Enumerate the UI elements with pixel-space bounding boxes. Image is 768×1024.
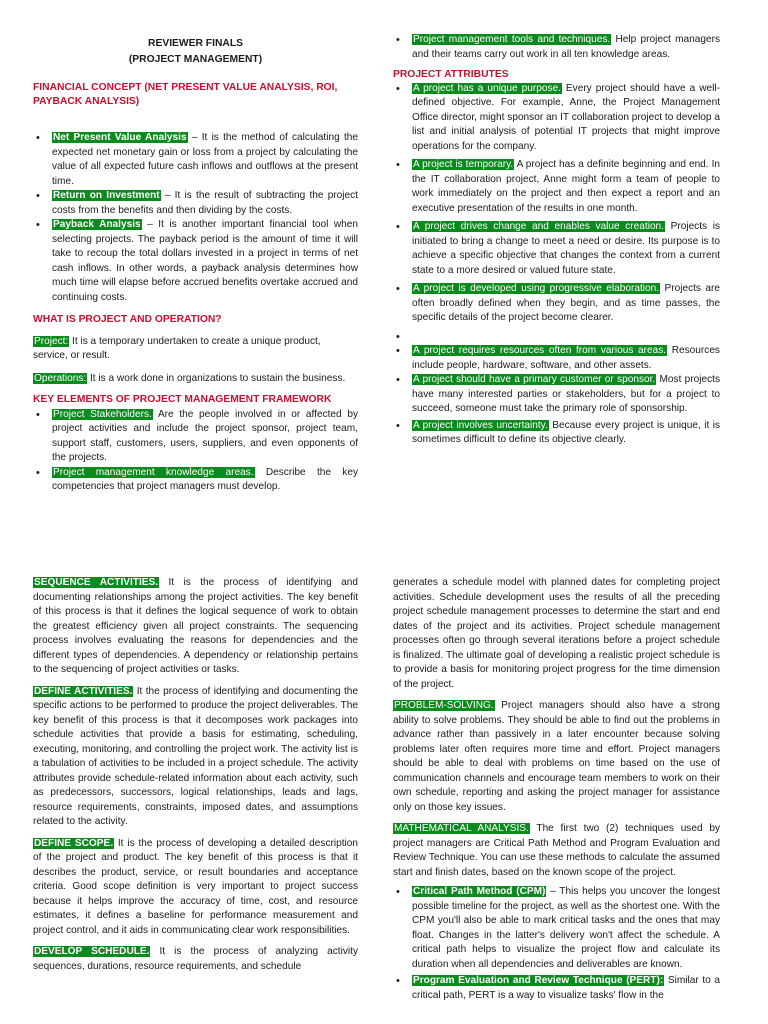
list-item bbox=[393, 158, 720, 216]
item-text: Describe the key competencies that project managers must develop. bbox=[52, 466, 359, 492]
item-text: Because every project is unique, it is sometimes difficult to define its objective clearly. bbox=[412, 419, 721, 445]
term-highlight: A project is temporary. bbox=[413, 159, 514, 170]
item-text: – This helps you uncover the longest possible timeline for the project, as well as the shortest one. With the CPM you'll also be able to mark critical tasks and the ones that may float. Changes in the latter's delivery won't affect the schedule. A critical path helps to visualize the project flow and calculate its duration when all dependencies and deliverables are known. bbox=[412, 886, 720, 970]
term-highlight: MATHEMATICAL ANALYSIS. bbox=[394, 823, 529, 834]
item-text: It the process of identifying and documenting the specific actions to be performed to produce the project deliverables. The key benefit of this process is that it decomposes work packages into schedule activities that provide a basis for estimating, scheduling, executing, monitoring, and controlling the project work. The activity list is a tabulation of activities to be included in a project schedule. The activity attributes provide schedule-related information about each activity, such as predecessors, successors, logical relationships, leads and lags, resource requirements, constraints, imposed dates, and assumptions related to the activity. bbox=[33, 685, 358, 827]
term-highlight: Net Present Value Analysis bbox=[53, 132, 187, 143]
list-item bbox=[393, 373, 720, 417]
item-text: Resources include people, hardware, software, and other assets. bbox=[412, 345, 720, 371]
list-item bbox=[393, 344, 720, 373]
list-item bbox=[393, 974, 720, 1003]
page2-right-column bbox=[393, 576, 720, 1003]
list-item bbox=[393, 885, 720, 972]
item-text: – It is the method of calculating the expected net monetary gain or loss from a project by calculating the value of all expected future cash inflows and outflows at the present time. bbox=[52, 132, 358, 187]
term-highlight: SEQUENCE ACTIVITIES. bbox=[34, 577, 159, 588]
term-highlight: Project: bbox=[34, 335, 69, 347]
item-text: Project managers should also have a strong ability to solve problems. They should be able to find out the problems in advance rather than passively in a later encounter because solving problems later often requires more time and effort. Project managers should be able to deal with problems on time based on the use of communication channels and encourage team members to work on their own schedule, reporting and asking the project manager for assistance only on those key issues. bbox=[393, 700, 720, 813]
term-highlight: Payback Analysis bbox=[53, 219, 141, 230]
item-text: It is the process of developing a detailed description of the project and product. The key benefit of this process is that it describes the product, service, or result boundaries and acceptance criteria. Good scope definition is very important to project success because it helps improve the accuracy of time, cost, and resource estimates, it defines a baseline for performance measurement and project control, and it aids in communicating clear work responsibilities. bbox=[33, 837, 358, 936]
item-text: It is a work done in organizations to sustain the business. bbox=[87, 372, 346, 384]
term-highlight: Project management tools and techniques. bbox=[413, 34, 611, 45]
list-item bbox=[393, 33, 720, 62]
attributes-heading: PROJECT ATTRIBUTES bbox=[393, 69, 509, 80]
item-text: Help project managers and their teams carry out work in all ten knowledge areas. bbox=[412, 34, 721, 60]
list-item bbox=[33, 131, 358, 189]
page1-right-column bbox=[393, 33, 720, 448]
item-text: – It is another important financial tool when selecting projects. The payback period is the amount of time it will take to recoup the total dollars invested in a project in terms of net cash inflows. In other words, a payback analysis determines how much time will elapse before accrued benefits overtake accrued and continuing costs. bbox=[52, 219, 358, 303]
key-elements-list bbox=[33, 408, 358, 495]
techniques-list bbox=[393, 885, 720, 1003]
page1-left-column bbox=[33, 36, 358, 495]
item-text: It is the process of identifying and documenting relationships among the project activities. The key benefit of this process is that it defines the logical sequence of work to obtain the greatest efficiency given all project constraints. The sequencing process involves evaluating the reasons for dependencies and the different types of dependencies. A dependency or relationship pertains to the sequencing of project activities or tasks. bbox=[33, 577, 358, 675]
problem-solving-paragraph bbox=[393, 699, 720, 815]
project-definition bbox=[33, 335, 358, 364]
term-highlight: DEFINE ACTIVITIES. bbox=[34, 685, 133, 697]
item-text: Projects are often broadly defined when they begin, and as time passes, the specific details of the project become clearer. bbox=[412, 283, 720, 323]
page2-left-column bbox=[33, 576, 358, 974]
list-item bbox=[33, 218, 358, 305]
term-highlight: Program Evaluation and Review Technique (PERT): bbox=[413, 975, 664, 986]
term-highlight: A project has a unique purpose. bbox=[413, 82, 561, 94]
title-block bbox=[33, 36, 358, 68]
list-item bbox=[33, 189, 358, 218]
term-highlight: DEVELOP SCHEDULE. bbox=[34, 946, 150, 957]
term-highlight: DEFINE SCOPE. bbox=[34, 837, 114, 849]
develop-schedule-paragraph bbox=[33, 945, 358, 974]
define-scope-paragraph bbox=[33, 837, 358, 939]
item-text: A project has a definite beginning and end. In the IT collaboration project, Anne might form a team of people to work immediately on the project and then expect a report and an executive presentation of the results in one month. bbox=[412, 159, 720, 214]
operations-definition bbox=[33, 372, 358, 387]
key-elements-heading: KEY ELEMENTS OF PROJECT MANAGEMENT FRAMEWORK bbox=[33, 394, 332, 405]
attributes-list bbox=[393, 82, 720, 448]
mathematical-analysis-paragraph bbox=[393, 822, 720, 880]
document-subtitle: (PROJECT MANAGEMENT) bbox=[128, 54, 263, 65]
term-highlight: Critical Path Method (CPM) bbox=[413, 886, 546, 897]
item-text: It is the process of analyzing activity sequences, durations, resource requirements, and schedule bbox=[33, 946, 358, 972]
list-item bbox=[393, 282, 720, 326]
term-highlight: A project drives change and enables value creation. bbox=[413, 221, 664, 232]
item-text: – It is the result of subtracting the project costs from the benefits and then dividing by the costs. bbox=[52, 190, 358, 216]
item-text: Projects is initiated to bring a change to meet a need or desire. Its purpose is to achieve a specific objective that changes the context from a current state to a more desired or valued future state. bbox=[412, 221, 720, 276]
financial-list bbox=[33, 131, 358, 305]
item-text: It is a temporary undertaken to create a unique product, service, or result. bbox=[33, 335, 321, 361]
list-item bbox=[33, 466, 358, 495]
project-operation-heading: WHAT IS PROJECT AND OPERATION? bbox=[33, 314, 222, 325]
term-highlight: A project requires resources often from various areas. bbox=[413, 345, 667, 356]
list-item bbox=[393, 220, 720, 278]
define-activities-paragraph bbox=[33, 685, 358, 830]
tools-list bbox=[393, 33, 720, 62]
list-item bbox=[393, 82, 720, 155]
term-highlight: Return on Investment bbox=[53, 190, 160, 201]
term-highlight: Operations: bbox=[34, 372, 87, 384]
item-text: Most projects have many interested parties or stakeholders, but for a project to succeed, someone must take the primary role of sponsorship. bbox=[412, 374, 720, 414]
financial-heading: FINANCIAL CONCEPT (NET PRESENT VALUE ANALYSIS, ROI, PAYBACK ANALYSIS) bbox=[33, 82, 338, 107]
term-highlight: A project is developed using progressive elaboration. bbox=[413, 283, 660, 294]
term-highlight: Project Stakeholders. bbox=[53, 408, 152, 420]
list-item-empty bbox=[393, 330, 720, 345]
item-text: Are the people involved in or affected by project activities and include the project sponsor, project team, support staff, customers, users, suppliers, and even opponents of the projects. bbox=[52, 408, 358, 463]
term-highlight: A project involves uncertainty. bbox=[413, 419, 548, 431]
list-item bbox=[393, 419, 720, 448]
sequence-activities-paragraph bbox=[33, 576, 358, 678]
item-text: Similar to a critical path, PERT is a way to visualize tasks' flow in the bbox=[412, 975, 720, 1001]
document-title: REVIEWER FINALS bbox=[148, 38, 243, 49]
item-text: The first two (2) techniques used by project managers are Critical Path Method and Program Evaluation and Review Technique. You can use these methods to calculate the assumed start and finish dates, based on the known scope of the project. bbox=[393, 823, 721, 878]
schedule-continuation-paragraph: generates a schedule model with planned dates for completing project activities. Schedule development uses the results of all the preceding project schedule management processes to determine the start and end dates of the project and its activities. Project schedule management processes often go through several iterations before a project schedule is finalized. The ultimate goal of developing a realistic project schedule is to provide a basis for monitoring project progress for the time dimension of the project. bbox=[393, 577, 720, 690]
list-item bbox=[33, 408, 358, 466]
term-highlight: Project management knowledge areas. bbox=[53, 466, 254, 478]
term-highlight: A project should have a primary customer or sponsor. bbox=[413, 374, 656, 385]
term-highlight: PROBLEM-SOLVING. bbox=[394, 700, 494, 711]
item-text: Every project should have a well-defined objective. For example, Anne, the Project Management Office director, might sponsor an IT collaboration project to develop a list and initial analysis of potential IT projects that might improve operations for the company. bbox=[412, 82, 720, 152]
